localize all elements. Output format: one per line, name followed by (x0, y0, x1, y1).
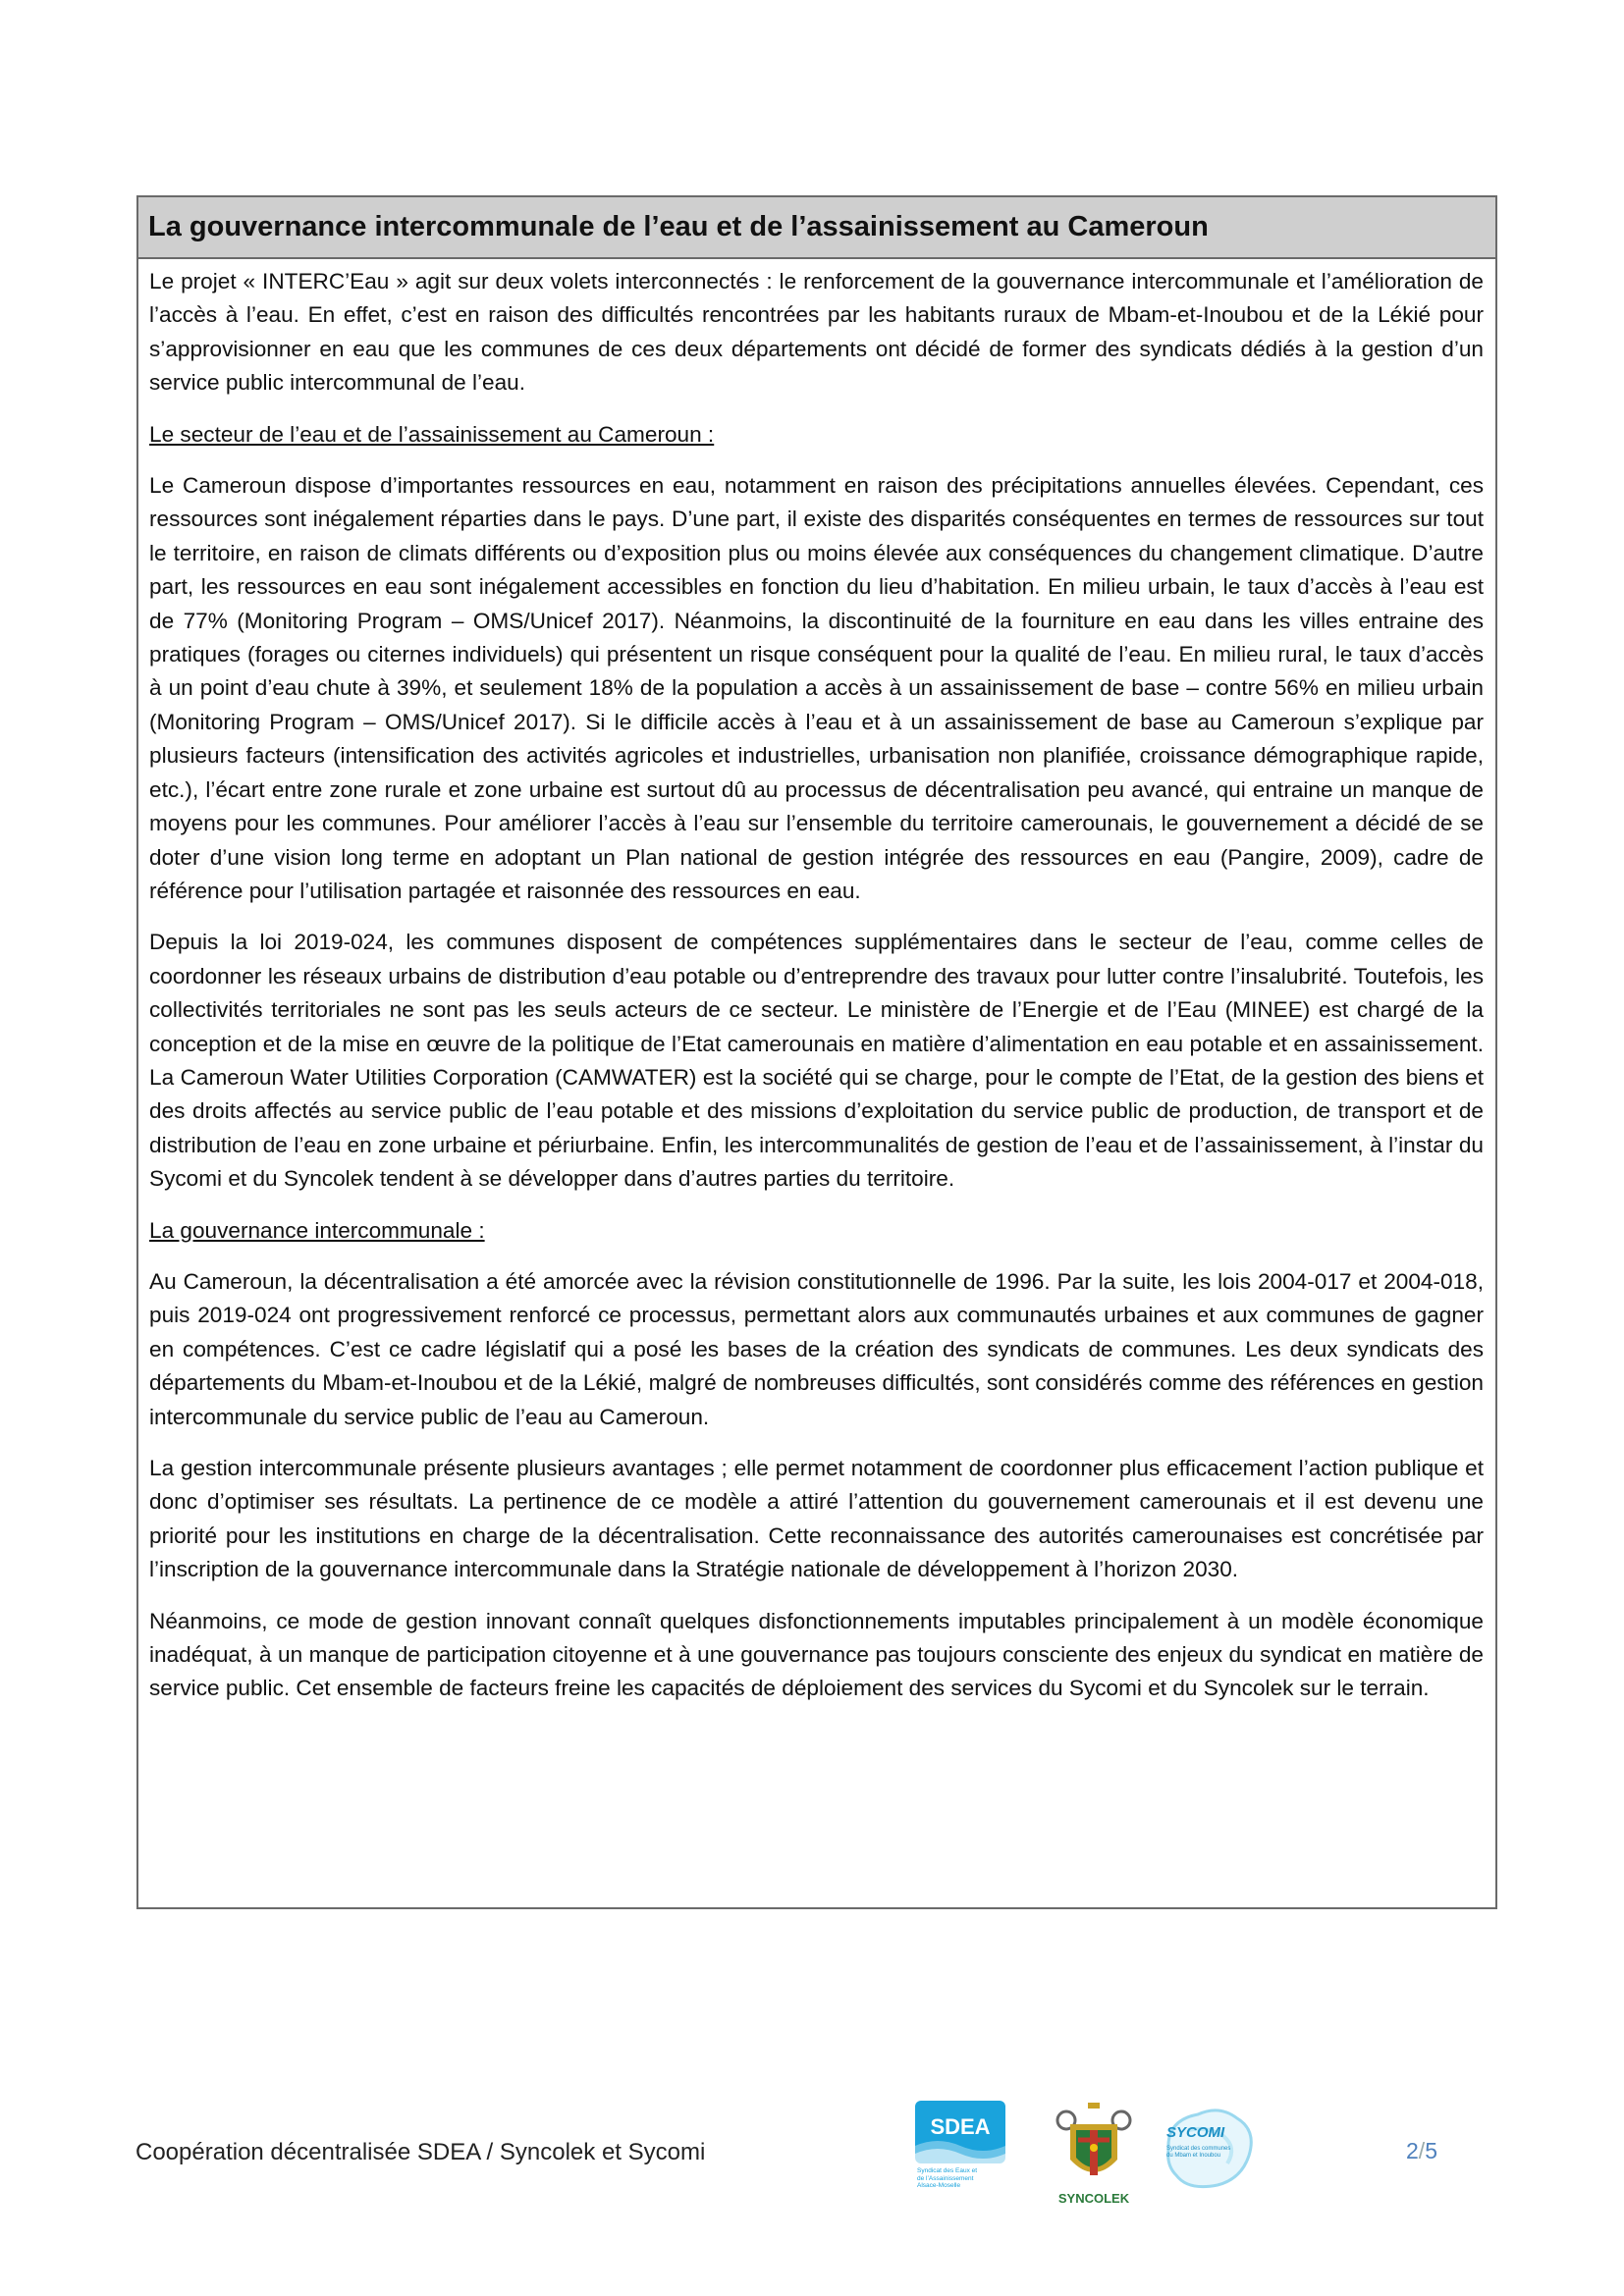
sycomi-logo-tagline: Syndicat des communes du Mbam et Inoubou (1166, 2146, 1231, 2159)
section-body (138, 259, 1495, 1706)
page-number-current: 2 (1406, 2138, 1419, 2163)
paragraph-water-resources: Le Cameroun dispose d’importantes ressources en eau, notamment en raison des précipitations annuelles élevées. Cependant, ces ressources sont inégalement réparties dans le pays. D’une part, il existe des disparités conséquentes en termes de ressources sur tout le territoire, en raison de climats différents ou d’exposition plus ou moins élevée aux conséquences du changement climatique. D’autre part, les ressources en eau sont inégalement accessibles en fonction du lieu d’habitation. En milieu urbain, le taux d’accès à l’eau est de 77% (Monitoring Program – OMS/Unicef 2017). Néanmoins, la discontinuité de la fourniture en eau dans les villes entraine des pratiques (forages ou citernes individuels) qui présentent un risque conséquent pour la qualité de l’eau. En milieu rural, le taux d’accès à un point d’eau chute à 39%, et seulement 18% de la population a accès à un assainissement de base – contre 56% en milieu urbain (Monitoring Program – OMS/Unicef 2017). Si le difficile accès à l’eau et à un assainissement de base au Cameroun s’explique par plusieurs facteurs (intensification des activités agricoles et industrielles, urbanisation non planifiée, croissance démographique rapide, etc.), l’écart entre zone rurale et zone urbaine est surtout dû au processus de décentralisation peu avancé, qui entraine un manque de moyens pour les communes. Pour améliorer l’accès à l’eau sur l’ensemble du territoire camerounais, le gouvernement a décidé de se doter d’une vision long terme en adoptant un Plan national de gestion intégrée des ressources en eau (Pangire, 2009), cadre de référence pour l’utilisation partagée et raisonnée des ressources en eau. (149, 473, 1484, 903)
sycomi-logo (1159, 2101, 1261, 2199)
syncolek-logo-name: SYNCOLEK (1057, 2191, 1130, 2206)
section-title: La gouvernance intercommunale de l’eau et de l’assainissement au Cameroun (138, 197, 1495, 259)
sdea-logo (915, 2101, 1005, 2199)
section-box (136, 195, 1497, 1909)
subheading-governance: La gouvernance intercommunale : (149, 1217, 485, 1243)
syncolek-emblem-icon (1049, 2101, 1139, 2191)
footer-text: Coopération décentralisée SDEA / Syncolek et Sycomi (135, 2139, 706, 2165)
page-number-separator: / (1418, 2138, 1426, 2163)
sdea-logo-name: SDEA (930, 2114, 991, 2139)
paragraph-law-2019-024: Depuis la loi 2019-024, les communes disposent de compétences supplémentaires dans le secteur de l’eau, comme celles de coordonner les réseaux urbains de distribution d’eau potable ou d’entreprendre des travaux pour lutter contre l’insalubrité. Toutefois, les collectivités territoriales ne sont pas les seuls acteurs de ce secteur. Le ministère de l’Energie et de l’Eau (MINEE) est chargé de la conception et de la mise en œuvre de la politique de l’Etat camerounais en matière d’alimentation en eau potable et en assainissement. La Cameroun Water Utilities Corporation (CAMWATER) est la société qui se charge, pour le compte de l’Etat, de la gestion des biens et des droits affectés au service public de l’eau potable et des missions d’exploitation du service public de production, de transport et de distribution de l’eau en zone urbaine et périurbaine. Enfin, les intercommunalités de gestion de l’eau et de l’assainissement, à l’instar du Sycomi et du Syncolek tendent à se développer dans d’autres parties du territoire. (149, 930, 1484, 1192)
paragraph-advantages: La gestion intercommunale présente plusieurs avantages ; elle permet notamment de coordonner plus efficacement l’action publique et donc d’optimiser ses résultats. La pertinence de ce modèle a attiré l’attention du gouvernement camerounais et il est devenu une priorité pour les institutions en charge de la décentralisation. Cette reconnaissance des autorités camerounaises est concrétisée par l’inscription de la gouvernance intercommunale dans la Stratégie nationale de développement à l’horizon 2030. (149, 1456, 1484, 1582)
intro-paragraph: Le projet « INTERC’Eau » agit sur deux volets interconnectés : le renforcement de la gouvernance intercommunale et l’amélioration de l’accès à l’eau. En effet, c’est en raison des difficultés rencontrées par les habitants ruraux de Mbam-et-Inoubou et de la Lékié pour s’approvisionner en eau que les communes de ces deux départements ont décidé de former des syndicats dédiés à la gestion d’un service public intercommunal de l’eau. (149, 269, 1484, 396)
sycomi-logo-name: SYCOMI (1166, 2124, 1225, 2141)
page-number (1406, 2138, 1437, 2164)
syncolek-logo (1049, 2101, 1139, 2209)
page-number-total: 5 (1425, 2138, 1437, 2163)
subheading-water-sector: Le secteur de l’eau et de l’assainissement au Cameroun : (149, 421, 715, 447)
paragraph-malfunctions: Néanmoins, ce mode de gestion innovant connaît quelques disfonctionnements imputables principalement à un modèle économique inadéquat, à un manque de participation citoyenne et à une gouvernance pas toujours consciente des enjeux du syndicat en matière de service public. Cet ensemble de facteurs freine les capacités de déploiement des services du Sycomi et du Syncolek sur le terrain. (149, 1608, 1484, 1701)
sdea-logo-tagline: Syndicat des Eaux et de l’Assainissement Alsace-Moselle (917, 2167, 978, 2189)
paragraph-decentralisation: Au Cameroun, la décentralisation a été amorcée avec la révision constitutionnelle de 1996. Par la suite, les lois 2004-017 et 2004-018, puis 2019-024 ont progressivement renforcé ce processus, permettant alors aux communautés urbaines et aux communes de gagner en compétences. C’est ce cadre législatif qui a posé les bases de la création des syndicats de communes. Les deux syndicats des départements du Mbam-et-Inoubou et de la Lékié, malgré de nombreuses difficultés, sont considérés comme des références en gestion intercommunale du service public de l’eau au Cameroun. (149, 1268, 1484, 1429)
